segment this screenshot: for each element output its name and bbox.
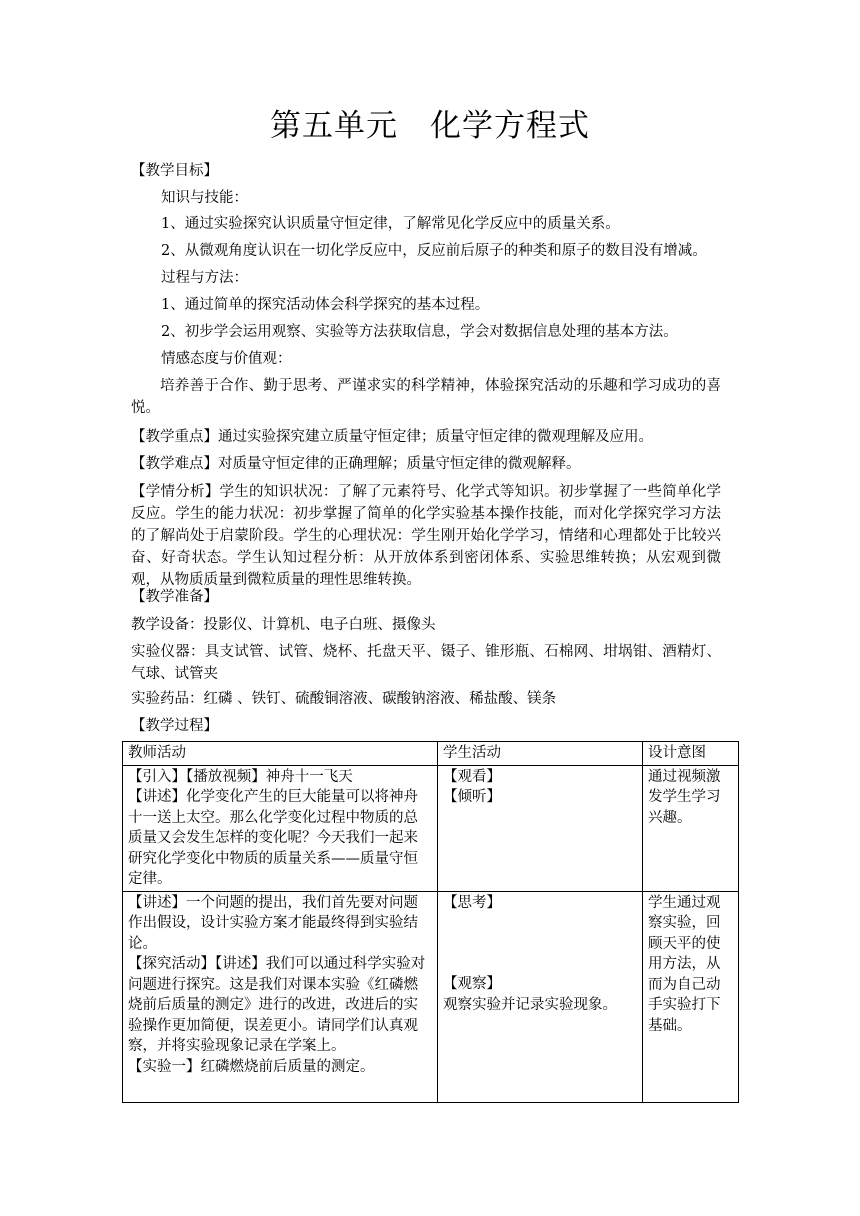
- design-intent-cell: [643, 891, 739, 1102]
- process-item-2: 2、初步学会运用观察、实验等方法获取信息，学会对数据信息处理的基本方法。: [161, 324, 678, 340]
- student-text: 观察实验并记录实验现象。: [443, 996, 617, 1013]
- page-title: 第五单元 化学方程式: [270, 108, 590, 144]
- teaching-process-table: [122, 741, 739, 1103]
- student-text: 【观察】: [443, 976, 501, 992]
- intent-text: 通过视频激发学生学习兴趣。: [648, 768, 721, 826]
- header-design-intent: 设计意图: [643, 742, 739, 766]
- intent-text: 学生通过观察实验，回顾天平的使用方法，从而为自己动手实验打下基础。: [648, 894, 721, 1034]
- student-activity-cell: [438, 891, 643, 1102]
- difficulty: 【教学难点】对质量守恒定律的正确理解；质量守恒定律的微观解释。: [131, 456, 581, 472]
- teacher-text: 【讲述】化学变化产生的巨大能量可以将神舟十一送上太空。那么化学变化过程中物质的总质量又会发生怎样的变化呢？今天我们一起来研究化学变化中物质的质量关系——质量守恒定律。: [128, 789, 418, 887]
- preparation-reagents: 实验药品：红磷 、铁钉、硫酸铜溶液、碳酸钠溶液、稀盐酸、镁条: [131, 691, 557, 707]
- preparation-instruments: 实验仪器：具支试管、试管、烧杯、托盘天平、镊子、锥形瓶、石棉网、坩埚钳、酒精灯、气球、试管夹: [131, 644, 721, 682]
- teaching-process-heading: 【教学过程】: [131, 718, 218, 734]
- knowledge-item-1: 1、通过实验探究认识质量守恒定律，了解常见化学反应中的质量关系。: [161, 216, 620, 232]
- teacher-text: 【实验一】红磷燃烧前后质量的测定。: [128, 1058, 375, 1075]
- student-text: 【观看】: [443, 768, 501, 785]
- header-teacher-activity: 教师活动: [123, 742, 438, 766]
- design-intent-cell: [643, 765, 739, 891]
- preparation-equipment: 教学设备：投影仪、计算机、电子白班、摄像头: [131, 617, 436, 633]
- table-row: [123, 891, 739, 1102]
- teacher-activity-cell: [123, 891, 438, 1102]
- student-analysis: 【学情分析】学生的知识状况：了解了元素符号、化学式等知识。初步掌握了一些简单化学反应。学生的能力状况：初步掌握了简单的化学实验基本操作技能，而对化学探究学习方法的了解尚处于启蒙阶段。学生的心理状况：学生刚开始化学学习，情绪和心理都处于比较兴奋、好奇状态。学生认知过程分析：从开放体系到密闭体系、实验思维转换；从宏观到微观，从物质质量到微粒质量的理性思维转换。: [131, 484, 721, 588]
- table-header-row: [123, 742, 739, 766]
- teacher-text: 【讲述】一个问题的提出，我们首先要对问题作出假设，设计实验方案才能最终得到实验结论。: [128, 894, 418, 952]
- emotion-heading: 情感态度与价值观：: [161, 351, 292, 367]
- process-heading: 过程与方法：: [161, 270, 248, 286]
- key-point: 【教学重点】通过实验探究建立质量守恒定律；质量守恒定律的微观理解及应用。: [131, 429, 653, 445]
- student-text: 【倾听】: [443, 789, 501, 805]
- preparation-heading: 【教学准备】: [131, 589, 218, 605]
- table-row: [123, 765, 739, 891]
- student-text: 【思考】: [443, 894, 501, 911]
- knowledge-heading: 知识与技能：: [161, 190, 248, 206]
- student-activity-cell: [438, 765, 643, 891]
- teacher-activity-cell: [123, 765, 438, 891]
- teacher-text: 【探究活动】【讲述】我们可以通过科学实验对问题进行探究。这是我们对课本实验《红磷燃烧前后质量的测定》进行的改进，改进后的实验操作更加简便，误差更小。请同学们认真观察，并将实验现象记录在学案上。: [128, 956, 426, 1054]
- process-item-1: 1、通过简单的探究活动体会科学探究的基本过程。: [161, 297, 490, 313]
- teacher-text: 【引入】【播放视频】神舟十一飞天: [128, 768, 353, 785]
- objectives-heading: 【教学目标】: [131, 163, 218, 179]
- header-student-activity: 学生活动: [438, 742, 643, 766]
- knowledge-item-2: 2、从微观角度认识在一切化学反应中，反应前后原子的种类和原子的数目没有增减。: [161, 243, 707, 259]
- emotion-text: 培养善于合作、勤于思考、严谨求实的科学精神，体验探究活动的乐趣和学习成功的喜悦。: [131, 378, 721, 416]
